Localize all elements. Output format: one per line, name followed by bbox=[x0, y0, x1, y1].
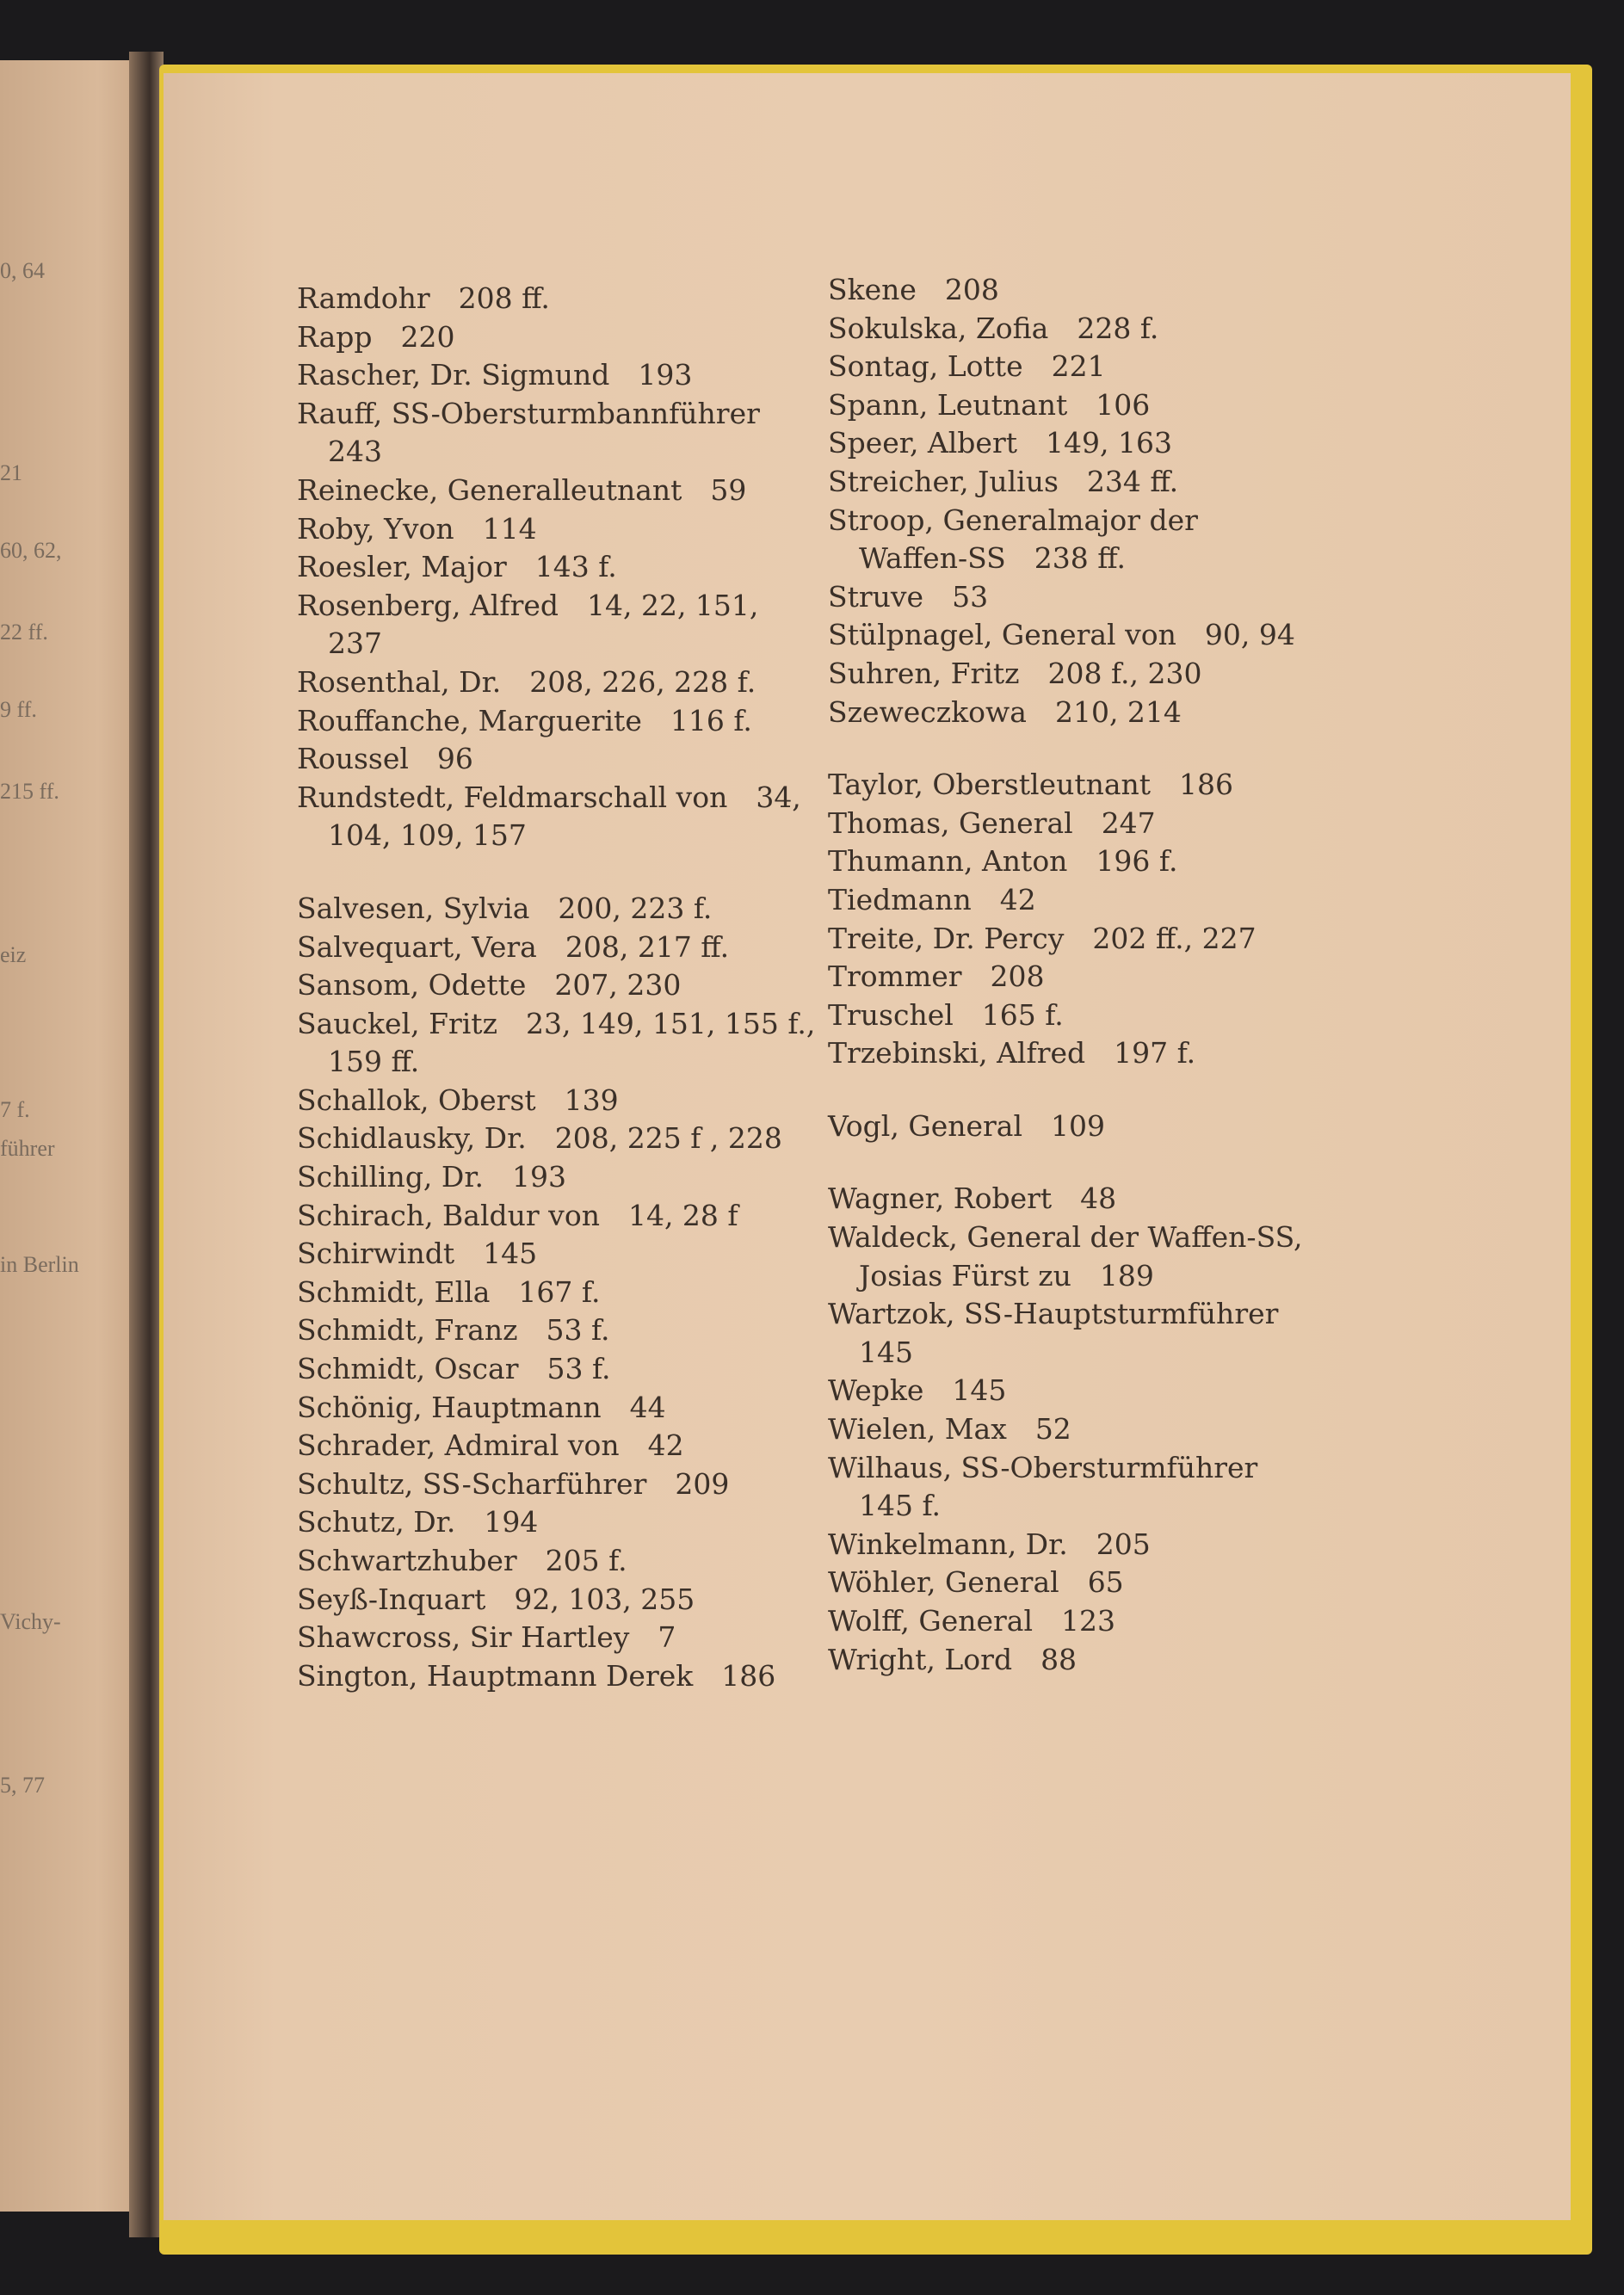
index-entry: Schallok, Oberst 139 bbox=[297, 1083, 619, 1117]
index-column-left bbox=[297, 280, 815, 1695]
index-entry: Skene 208 bbox=[828, 273, 999, 306]
left-page-text-fragment: 5, 77 bbox=[0, 1773, 45, 1798]
index-entry: Spann, Leutnant 106 bbox=[828, 387, 1151, 422]
index-entry: Reinecke, Generalleutnant 59 bbox=[297, 472, 747, 507]
left-page-text-fragment: Vichy- bbox=[0, 1609, 61, 1634]
index-entry: Sontag, Lotte 221 bbox=[828, 349, 1106, 384]
index-entry: Roby, Yvon 114 bbox=[297, 511, 537, 546]
index-entry: Schidlausky, Dr. 208, 225 f , 228 bbox=[297, 1121, 782, 1156]
index-entry-continuation: 237 bbox=[328, 626, 382, 661]
index-entry-continuation: Josias Fürst zu 189 bbox=[859, 1258, 1154, 1292]
index-entry: Taylor, Oberstleutnant 186 bbox=[828, 768, 1234, 802]
index-entry-continuation: 145 f. bbox=[859, 1489, 942, 1523]
index-entry: Ramdohr 208 ff. bbox=[297, 281, 550, 315]
left-page-text-fragment: führer bbox=[0, 1136, 55, 1161]
index-entry: Trzebinski, Alfred 197 f. bbox=[828, 1036, 1196, 1070]
left-page-text-fragment: 0, 64 bbox=[0, 258, 45, 283]
left-page-text-fragment: 60, 62, bbox=[0, 538, 62, 563]
index-entry: Speer, Albert 149, 163 bbox=[828, 426, 1172, 460]
index-entry: Sington, Hauptmann Derek 186 bbox=[297, 1658, 776, 1693]
section-gap bbox=[828, 1073, 1303, 1107]
index-entry: Schirwindt 145 bbox=[297, 1237, 538, 1271]
index-entry: Trommer 208 bbox=[828, 959, 1045, 994]
index-entry-continuation: 243 bbox=[328, 435, 382, 469]
left-page-text-fragment: 9 ff. bbox=[0, 697, 37, 722]
left-page-text-fragment: eiz bbox=[0, 942, 27, 967]
index-entry: Shawcross, Sir Hartley 7 bbox=[297, 1620, 676, 1655]
index-entry: Schmidt, Ella 167 f. bbox=[297, 1274, 601, 1309]
index-entry: Schönig, Hauptmann 44 bbox=[297, 1390, 666, 1424]
index-entry: Struve 53 bbox=[828, 579, 989, 614]
index-entry: Wilhaus, SS-Obersturmführer bbox=[828, 1450, 1258, 1484]
left-page-text-fragment: 7 f. bbox=[0, 1097, 30, 1122]
index-entry: Waldeck, General der Waffen-SS, bbox=[828, 1220, 1303, 1255]
section-gap bbox=[297, 855, 815, 890]
index-entry-continuation: Waffen-SS 238 ff. bbox=[859, 541, 1126, 576]
index-entry: Wolff, General 123 bbox=[828, 1604, 1116, 1638]
index-entry: Rascher, Dr. Sigmund 193 bbox=[297, 358, 693, 392]
index-entry: Wepke 145 bbox=[828, 1373, 1007, 1408]
index-entry: Roesler, Major 143 f. bbox=[297, 550, 617, 584]
index-entry-continuation: 159 ff. bbox=[328, 1045, 420, 1079]
index-entry: Wöhler, General 65 bbox=[828, 1565, 1124, 1600]
index-entry: Rauff, SS-Obersturmbannführer bbox=[297, 396, 760, 430]
index-entry: Thumann, Anton 196 f. bbox=[828, 844, 1178, 879]
index-entry: Schultz, SS-Scharführer 209 bbox=[297, 1466, 730, 1501]
index-entry: Wielen, Max 52 bbox=[828, 1412, 1071, 1447]
index-entry: Treite, Dr. Percy 202 ff., 227 bbox=[828, 921, 1257, 955]
index-entry: Schmidt, Franz 53 f. bbox=[297, 1313, 610, 1348]
index-entry: Truschel 165 f. bbox=[828, 997, 1064, 1032]
index-entry: Roussel 96 bbox=[297, 742, 473, 776]
index-entry: Schwartzhuber 205 f. bbox=[297, 1544, 627, 1577]
section-gap bbox=[828, 731, 1303, 766]
left-page-text-fragment: 21 bbox=[0, 460, 22, 485]
index-entry: Stülpnagel, General von 90, 94 bbox=[828, 618, 1295, 652]
index-entry: Schmidt, Oscar 53 f. bbox=[297, 1352, 611, 1386]
index-entry: Sokulska, Zofia 228 f. bbox=[828, 311, 1159, 345]
index-entry: Schutz, Dr. 194 bbox=[297, 1505, 539, 1539]
index-entry: Tiedmann 42 bbox=[828, 882, 1036, 916]
index-entry: Salvequart, Vera 208, 217 ff. bbox=[297, 929, 730, 964]
index-entry: Suhren, Fritz 208 f., 230 bbox=[828, 656, 1202, 690]
index-entry: Vogl, General 109 bbox=[828, 1108, 1105, 1143]
index-entry-continuation: 104, 109, 157 bbox=[328, 818, 527, 853]
section-gap bbox=[828, 1145, 1303, 1180]
index-entry: Rapp 220 bbox=[297, 319, 455, 354]
index-entry: Schrader, Admiral von 42 bbox=[297, 1428, 684, 1463]
index-entry: Schirach, Baldur von 14, 28 f bbox=[297, 1198, 738, 1232]
left-page-text-fragment: 215 ff. bbox=[0, 779, 59, 804]
index-entry: Wright, Lord 88 bbox=[828, 1642, 1078, 1676]
index-entry: Wagner, Robert 48 bbox=[828, 1181, 1117, 1216]
index-entry: Winkelmann, Dr. 205 bbox=[828, 1527, 1151, 1561]
index-entry: Streicher, Julius 234 ff. bbox=[828, 464, 1179, 498]
index-entry: Stroop, Generalmajor der bbox=[828, 503, 1198, 537]
index-column-right bbox=[828, 271, 1303, 1679]
index-entry: Wartzok, SS-Hauptsturmführer bbox=[828, 1297, 1279, 1331]
left-page-text-fragment: in Berlin bbox=[0, 1252, 79, 1277]
index-entry-continuation: 145 bbox=[859, 1335, 913, 1369]
index-entry: Sansom, Odette 207, 230 bbox=[297, 968, 682, 1003]
index-entry: Szeweczkowa 210, 214 bbox=[828, 694, 1182, 729]
index-entry: Seyß-Inquart 92, 103, 255 bbox=[297, 1582, 695, 1616]
left-page-text-fragment: 22 ff. bbox=[0, 620, 48, 645]
index-entry: Rosenberg, Alfred 14, 22, 151, bbox=[297, 588, 759, 622]
index-entry: Schilling, Dr. 193 bbox=[297, 1160, 567, 1194]
index-entry: Rundstedt, Feldmarschall von 34, bbox=[297, 780, 801, 814]
book-gutter bbox=[129, 52, 164, 2237]
index-entry: Rosenthal, Dr. 208, 226, 228 f. bbox=[297, 664, 756, 699]
index-entry: Rouffanche, Marguerite 116 f. bbox=[297, 703, 752, 737]
index-entry: Sauckel, Fritz 23, 149, 151, 155 f., bbox=[297, 1006, 816, 1040]
index-entry: Thomas, General 247 bbox=[828, 805, 1156, 840]
index-entry: Salvesen, Sylvia 200, 223 f. bbox=[297, 891, 713, 925]
